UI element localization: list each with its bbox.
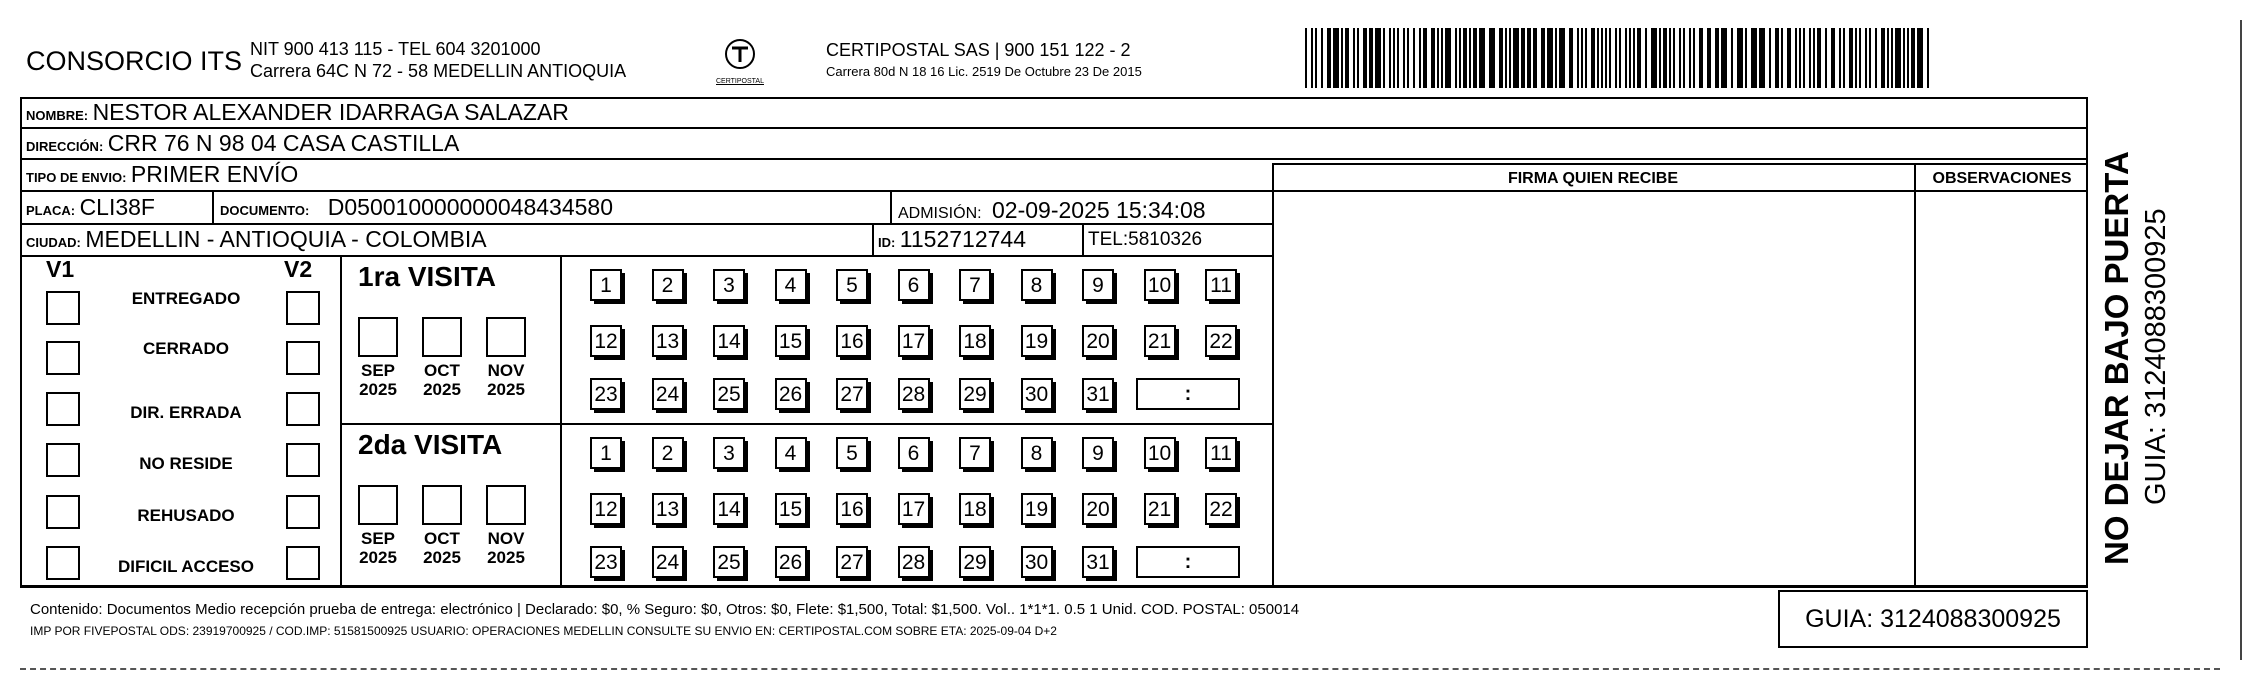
col-divider bbox=[1082, 223, 1084, 256]
certipostal-logo bbox=[712, 34, 768, 88]
status-label: CERRADO bbox=[143, 339, 229, 358]
barcode-bar bbox=[1469, 28, 1471, 88]
barcode-bar bbox=[1601, 28, 1603, 88]
barcode-bar bbox=[1865, 28, 1867, 88]
day-box[interactable]: 31 bbox=[1082, 546, 1114, 578]
admision-cell bbox=[898, 197, 1206, 224]
barcode-bar bbox=[1917, 28, 1923, 88]
month-label bbox=[418, 529, 466, 567]
day-box[interactable]: 5 bbox=[836, 269, 868, 301]
col-divider bbox=[890, 190, 892, 224]
ciudad-label: CIUDAD: bbox=[26, 235, 81, 250]
barcode-bar bbox=[1809, 28, 1811, 88]
logo-text: CERTIPOSTAL bbox=[716, 78, 764, 85]
barcode-bar bbox=[1875, 28, 1877, 88]
documento-value: D050010000000048434580 bbox=[327, 194, 613, 220]
day-box[interactable]: 26 bbox=[775, 546, 807, 578]
month-year: 2025 bbox=[423, 548, 461, 567]
v2-checkbox[interactable] bbox=[286, 443, 320, 477]
day-box[interactable]: 31 bbox=[1082, 378, 1114, 410]
status-label: ENTREGADO bbox=[131, 289, 241, 308]
barcode-bar bbox=[1813, 28, 1815, 88]
barcode-bar bbox=[1891, 28, 1893, 88]
month-year: 2025 bbox=[487, 548, 525, 567]
nit-line: NIT 900 413 115 - TEL 604 3201000 bbox=[250, 39, 541, 59]
barcode-bar bbox=[1393, 28, 1395, 88]
day-box[interactable]: 6 bbox=[898, 437, 930, 469]
barcode-bar bbox=[1513, 28, 1519, 88]
day-box[interactable]: 28 bbox=[898, 546, 930, 578]
day-box[interactable]: 5 bbox=[836, 437, 868, 469]
tel-value: 5810326 bbox=[1128, 229, 1203, 250]
barcode-bar bbox=[1859, 28, 1861, 88]
no-dejar-warning: NO DEJAR BAJO PUERTA bbox=[2098, 151, 2135, 565]
visit-title: 2da VISITA bbox=[358, 429, 503, 460]
barcode-bar bbox=[1345, 28, 1349, 88]
month-name: NOV bbox=[487, 529, 525, 548]
barcode-bar bbox=[1693, 28, 1695, 88]
day-box[interactable]: 3 bbox=[713, 437, 745, 469]
barcode-bar bbox=[1431, 28, 1435, 88]
certipostal-info bbox=[826, 40, 1142, 82]
barcode-bar bbox=[1633, 28, 1635, 88]
month-checkbox[interactable] bbox=[422, 485, 462, 525]
barcode-bar bbox=[1585, 28, 1587, 88]
barcode-bar bbox=[1887, 28, 1889, 88]
barcode-bar bbox=[1327, 28, 1331, 88]
company-info bbox=[250, 38, 626, 82]
col-divider bbox=[212, 190, 214, 224]
day-box[interactable]: 22 bbox=[1205, 325, 1237, 357]
barcode-bar bbox=[1615, 28, 1617, 88]
day-box[interactable]: 21 bbox=[1144, 493, 1176, 525]
day-box[interactable]: 27 bbox=[836, 546, 868, 578]
barcode-bar bbox=[1489, 28, 1495, 88]
tipo-label: TIPO DE ENVIO: bbox=[26, 170, 127, 185]
day-box[interactable]: 15 bbox=[775, 493, 807, 525]
day-box[interactable]: 18 bbox=[959, 493, 991, 525]
logo-icon bbox=[712, 34, 768, 78]
barcode-bar bbox=[1907, 28, 1909, 88]
day-box[interactable]: 30 bbox=[1021, 378, 1053, 410]
time-box[interactable]: : bbox=[1136, 546, 1240, 578]
day-box[interactable]: 27 bbox=[836, 378, 868, 410]
day-box[interactable]: 20 bbox=[1082, 493, 1114, 525]
month-label bbox=[354, 361, 402, 399]
day-box[interactable]: 30 bbox=[1021, 546, 1053, 578]
day-box[interactable]: 29 bbox=[959, 378, 991, 410]
barcode-bar bbox=[1629, 28, 1631, 88]
month-name: OCT bbox=[424, 361, 460, 380]
v2-checkbox[interactable] bbox=[286, 495, 320, 529]
month-year: 2025 bbox=[423, 380, 461, 399]
day-box[interactable]: 4 bbox=[775, 437, 807, 469]
day-box[interactable]: 11 bbox=[1205, 269, 1237, 301]
certipostal-address: Carrera 80d N 18 16 Lic. 2519 De Octubre 23 De 2015 bbox=[826, 64, 1142, 79]
day-box[interactable]: 12 bbox=[590, 493, 622, 525]
day-box[interactable]: 24 bbox=[652, 546, 684, 578]
v2-checkbox[interactable] bbox=[286, 546, 320, 580]
barcode-bar bbox=[1855, 28, 1857, 88]
barcode-bar bbox=[1423, 28, 1427, 88]
day-box[interactable]: 23 bbox=[590, 378, 622, 410]
day-box[interactable]: 29 bbox=[959, 546, 991, 578]
day-box[interactable]: 18 bbox=[959, 325, 991, 357]
barcode-bar bbox=[1407, 28, 1409, 88]
placa-value: CLI38F bbox=[79, 194, 155, 220]
barcode-bar bbox=[1473, 28, 1477, 88]
month-name: SEP bbox=[360, 361, 396, 380]
barcode-bar bbox=[1737, 28, 1743, 88]
barcode-bar bbox=[1839, 28, 1841, 88]
barcode-bar bbox=[1363, 28, 1367, 88]
day-box[interactable]: 22 bbox=[1205, 493, 1237, 525]
guia-box: GUIA: 3124088300925 bbox=[1778, 590, 2088, 648]
barcode-bar bbox=[1645, 28, 1647, 88]
barcode-bar bbox=[1375, 28, 1381, 88]
day-box[interactable]: 9 bbox=[1082, 269, 1114, 301]
barcode-bar bbox=[1509, 28, 1511, 88]
id-value: 1152712744 bbox=[899, 226, 1027, 252]
barcode-bar bbox=[1577, 28, 1579, 88]
v1-checkbox[interactable] bbox=[46, 392, 80, 426]
barcode-bar bbox=[1911, 28, 1915, 88]
v1-checkbox[interactable] bbox=[46, 546, 80, 580]
row-divider bbox=[20, 586, 2088, 588]
barcode-bar bbox=[1591, 28, 1595, 88]
month-label bbox=[418, 361, 466, 399]
barcode-bar bbox=[1333, 28, 1339, 88]
month-checkbox[interactable] bbox=[422, 317, 462, 357]
barcode-bar bbox=[1533, 28, 1537, 88]
barcode-bar bbox=[1787, 28, 1791, 88]
id-cell bbox=[878, 226, 1026, 253]
day-box[interactable]: 12 bbox=[590, 325, 622, 357]
day-box[interactable]: 9 bbox=[1082, 437, 1114, 469]
documento-label: DOCUMENTO: bbox=[220, 203, 310, 218]
barcode-bar bbox=[1707, 28, 1711, 88]
status-label: DIR. ERRADA bbox=[130, 403, 242, 422]
admision-label: ADMISIÓN: bbox=[898, 205, 982, 222]
day-box[interactable]: 25 bbox=[713, 378, 745, 410]
day-box[interactable]: 10 bbox=[1144, 269, 1176, 301]
id-label: ID: bbox=[878, 235, 896, 250]
placa-cell bbox=[26, 194, 155, 221]
month-checkbox[interactable] bbox=[486, 485, 526, 525]
documento-cell bbox=[220, 194, 613, 221]
barcode-bar bbox=[1781, 28, 1783, 88]
day-box[interactable]: 3 bbox=[713, 269, 745, 301]
v2-checkbox[interactable] bbox=[286, 392, 320, 426]
day-box[interactable]: 16 bbox=[836, 325, 868, 357]
nombre-row bbox=[26, 99, 569, 126]
barcode-bar bbox=[1499, 28, 1503, 88]
barcode-bar bbox=[1619, 28, 1621, 88]
barcode-bar bbox=[1445, 28, 1451, 88]
month-label bbox=[482, 361, 530, 399]
day-box[interactable]: 26 bbox=[775, 378, 807, 410]
month-year: 2025 bbox=[487, 380, 525, 399]
month-checkbox[interactable] bbox=[358, 317, 398, 357]
day-box[interactable]: 14 bbox=[713, 493, 745, 525]
month-year: 2025 bbox=[359, 548, 397, 567]
barcode-bar bbox=[1903, 28, 1905, 88]
barcode-bar bbox=[1383, 28, 1385, 88]
day-box[interactable]: 4 bbox=[775, 269, 807, 301]
month-label bbox=[482, 529, 530, 567]
status-label: REHUSADO bbox=[137, 506, 235, 525]
day-box[interactable]: 8 bbox=[1021, 269, 1053, 301]
barcode-bar bbox=[1597, 28, 1599, 88]
barcode-bar bbox=[1437, 28, 1439, 88]
month-name: SEP bbox=[360, 529, 396, 548]
address-line: Carrera 64C N 72 - 58 MEDELLIN ANTIOQUIA bbox=[250, 61, 627, 81]
barcode-bar bbox=[1311, 28, 1313, 88]
barcode-bar bbox=[1745, 28, 1747, 88]
barcode-bar bbox=[1555, 28, 1557, 88]
day-box[interactable]: 25 bbox=[713, 546, 745, 578]
col-divider bbox=[1272, 163, 1274, 587]
barcode-bar bbox=[1397, 28, 1399, 88]
barcode-bar bbox=[1521, 28, 1525, 88]
cut-line-bottom bbox=[20, 668, 2220, 673]
barcode-bar bbox=[1775, 28, 1779, 88]
observaciones-header: OBSERVACIONES bbox=[1932, 170, 2072, 187]
month-name: NOV bbox=[487, 361, 525, 380]
time-box[interactable]: : bbox=[1136, 378, 1240, 410]
row-divider bbox=[20, 158, 2088, 160]
barcode-bar bbox=[1413, 28, 1415, 88]
v2-checkbox[interactable] bbox=[286, 291, 320, 325]
day-box[interactable]: 7 bbox=[959, 437, 991, 469]
status-label: NO RESIDE bbox=[139, 454, 233, 473]
row-divider bbox=[20, 255, 1272, 257]
barcode-bar bbox=[1441, 28, 1443, 88]
barcode-bar bbox=[1419, 28, 1421, 88]
barcode-bar bbox=[1869, 28, 1871, 88]
tipo-value: PRIMER ENVÍO bbox=[130, 161, 299, 187]
barcode-bar bbox=[1581, 28, 1583, 88]
direccion-row bbox=[26, 130, 459, 157]
barcode-bar bbox=[1609, 28, 1611, 88]
day-box[interactable]: 23 bbox=[590, 546, 622, 578]
barcode-bar bbox=[1843, 28, 1845, 88]
barcode-bar bbox=[1625, 28, 1627, 88]
direccion-value: CRR 76 N 98 04 CASA CASTILLA bbox=[107, 130, 460, 156]
barcode-bar bbox=[1803, 28, 1805, 88]
barcode-bar bbox=[1315, 28, 1317, 88]
barcode-bar bbox=[1353, 28, 1355, 88]
direccion-label: DIRECCIÓN: bbox=[26, 139, 104, 154]
col-divider bbox=[1914, 163, 1916, 587]
barcode-bar bbox=[1669, 28, 1671, 88]
barcode-bar bbox=[1459, 28, 1461, 88]
barcode-bar bbox=[1479, 28, 1485, 88]
day-box[interactable]: 14 bbox=[713, 325, 745, 357]
firma-header: FIRMA QUIEN RECIBE bbox=[1507, 170, 1679, 187]
barcode-bar bbox=[1751, 28, 1757, 88]
v1-checkbox[interactable] bbox=[46, 341, 80, 375]
v2-label: V2 bbox=[284, 256, 313, 282]
day-box[interactable]: 13 bbox=[652, 493, 684, 525]
cut-line bbox=[2240, 20, 2242, 660]
barcode-bar bbox=[1547, 28, 1553, 88]
barcode-bar bbox=[1895, 28, 1901, 88]
barcode-bar bbox=[1559, 28, 1565, 88]
day-box[interactable]: 19 bbox=[1021, 325, 1053, 357]
month-checkbox[interactable] bbox=[358, 485, 398, 525]
barcode-bar bbox=[1825, 28, 1827, 88]
day-box[interactable]: 7 bbox=[959, 269, 991, 301]
barcode-bar bbox=[1369, 28, 1373, 88]
row-divider bbox=[20, 190, 1272, 192]
day-box[interactable]: 2 bbox=[652, 437, 684, 469]
tipo-row bbox=[26, 161, 298, 188]
certipostal-line: CERTIPOSTAL SAS | 900 151 122 - 2 bbox=[826, 40, 1131, 60]
side-guia: GUIA: 3124088300925 bbox=[2140, 208, 2172, 505]
barcode-bar bbox=[1881, 28, 1885, 88]
barcode bbox=[1305, 28, 1934, 88]
v1-checkbox[interactable] bbox=[46, 291, 80, 325]
barcode-bar bbox=[1605, 28, 1607, 88]
barcode-bar bbox=[1541, 28, 1545, 88]
barcode-bar bbox=[1569, 28, 1573, 88]
day-box[interactable]: 28 bbox=[898, 378, 930, 410]
month-name: OCT bbox=[424, 529, 460, 548]
barcode-bar bbox=[1527, 28, 1531, 88]
barcode-bar bbox=[1651, 28, 1657, 88]
day-box[interactable]: 10 bbox=[1144, 437, 1176, 469]
row-divider bbox=[20, 127, 2088, 129]
v1-checkbox[interactable] bbox=[46, 495, 80, 529]
nombre-label: NOMBRE: bbox=[26, 108, 89, 123]
barcode-bar bbox=[1715, 28, 1719, 88]
day-box[interactable]: 21 bbox=[1144, 325, 1176, 357]
month-label bbox=[354, 529, 402, 567]
barcode-bar bbox=[1683, 28, 1685, 88]
visit-title: 1ra VISITA bbox=[358, 261, 496, 292]
barcode-bar bbox=[1795, 28, 1797, 88]
day-box[interactable]: 1 bbox=[590, 269, 622, 301]
company-name: CONSORCIO ITS bbox=[26, 46, 243, 76]
barcode-bar bbox=[1389, 28, 1391, 88]
placa-label: PLACA: bbox=[26, 203, 76, 218]
barcode-bar bbox=[1637, 28, 1641, 88]
barcode-bar bbox=[1731, 28, 1733, 88]
barcode-bar bbox=[1849, 28, 1853, 88]
barcode-bar bbox=[1341, 28, 1343, 88]
day-box[interactable]: 15 bbox=[775, 325, 807, 357]
day-box[interactable]: 8 bbox=[1021, 437, 1053, 469]
barcode-bar bbox=[1321, 28, 1323, 88]
month-checkbox[interactable] bbox=[486, 317, 526, 357]
barcode-bar bbox=[1463, 28, 1467, 88]
barcode-bar bbox=[1403, 28, 1405, 88]
contenido-line: Contenido: Documentos Medio recepción prueba de entrega: electrónico | Declarado: $0, % Seguro: $0, Otros: $0, Flete: $1,500, Total: $1,500. Vol.. 1*1*1. 0.5 1 Unid. COD. POSTAL: 050014 bbox=[30, 601, 1300, 618]
barcode-bar bbox=[1673, 28, 1675, 88]
day-box[interactable]: 11 bbox=[1205, 437, 1237, 469]
day-box[interactable]: 17 bbox=[898, 493, 930, 525]
imp-line: IMP POR FIVEPOSTAL ODS: 23919700925 / COD.IMP: 51581500925 USUARIO: OPERACIONES MEDELLIN CONSULTE SU ENVIO EN: CERTIPOSTAL.COM SOBRE ETA: 2025-09-04 D+2 bbox=[30, 624, 1057, 638]
status-label: DIFICIL ACCESO bbox=[117, 557, 254, 576]
barcode-bar bbox=[1699, 28, 1703, 88]
col-divider bbox=[560, 255, 562, 586]
barcode-bar bbox=[1927, 28, 1929, 88]
barcode-bar bbox=[1721, 28, 1727, 88]
admision-value: 02-09-2025 15:34:08 bbox=[992, 197, 1206, 223]
day-box[interactable]: 1 bbox=[590, 437, 622, 469]
ciudad-value: MEDELLIN - ANTIOQUIA - COLOMBIA bbox=[85, 226, 487, 252]
nombre-value: NESTOR ALEXANDER IDARRAGA SALAZAR bbox=[92, 99, 569, 125]
barcode-bar bbox=[1799, 28, 1801, 88]
barcode-bar bbox=[1505, 28, 1507, 88]
barcode-bar bbox=[1305, 28, 1307, 88]
barcode-bar bbox=[1659, 28, 1661, 88]
row-divider bbox=[1272, 190, 2088, 192]
tel-cell bbox=[1088, 229, 1202, 251]
v2-checkbox[interactable] bbox=[286, 341, 320, 375]
v1-checkbox[interactable] bbox=[46, 443, 80, 477]
month-year: 2025 bbox=[359, 380, 397, 399]
day-box[interactable]: 2 bbox=[652, 269, 684, 301]
day-box[interactable]: 20 bbox=[1082, 325, 1114, 357]
barcode-bar bbox=[1663, 28, 1667, 88]
barcode-bar bbox=[1689, 28, 1691, 88]
barcode-bar bbox=[1769, 28, 1771, 88]
day-box[interactable]: 19 bbox=[1021, 493, 1053, 525]
ciudad-cell bbox=[26, 226, 487, 253]
day-box[interactable]: 6 bbox=[898, 269, 930, 301]
col-divider bbox=[340, 255, 342, 586]
day-box[interactable]: 13 bbox=[652, 325, 684, 357]
barcode-bar bbox=[1357, 28, 1359, 88]
barcode-bar bbox=[1455, 28, 1457, 88]
col-divider bbox=[872, 223, 874, 256]
day-box[interactable]: 17 bbox=[898, 325, 930, 357]
day-box[interactable]: 24 bbox=[652, 378, 684, 410]
barcode-bar bbox=[1759, 28, 1765, 88]
visit-divider bbox=[340, 423, 1272, 425]
row-divider bbox=[1272, 163, 2088, 165]
barcode-bar bbox=[1831, 28, 1835, 88]
tel-label: TEL: bbox=[1088, 229, 1129, 250]
day-box[interactable]: 16 bbox=[836, 493, 868, 525]
v1-label: V1 bbox=[46, 256, 75, 282]
barcode-bar bbox=[1679, 28, 1681, 88]
barcode-bar bbox=[1817, 28, 1821, 88]
